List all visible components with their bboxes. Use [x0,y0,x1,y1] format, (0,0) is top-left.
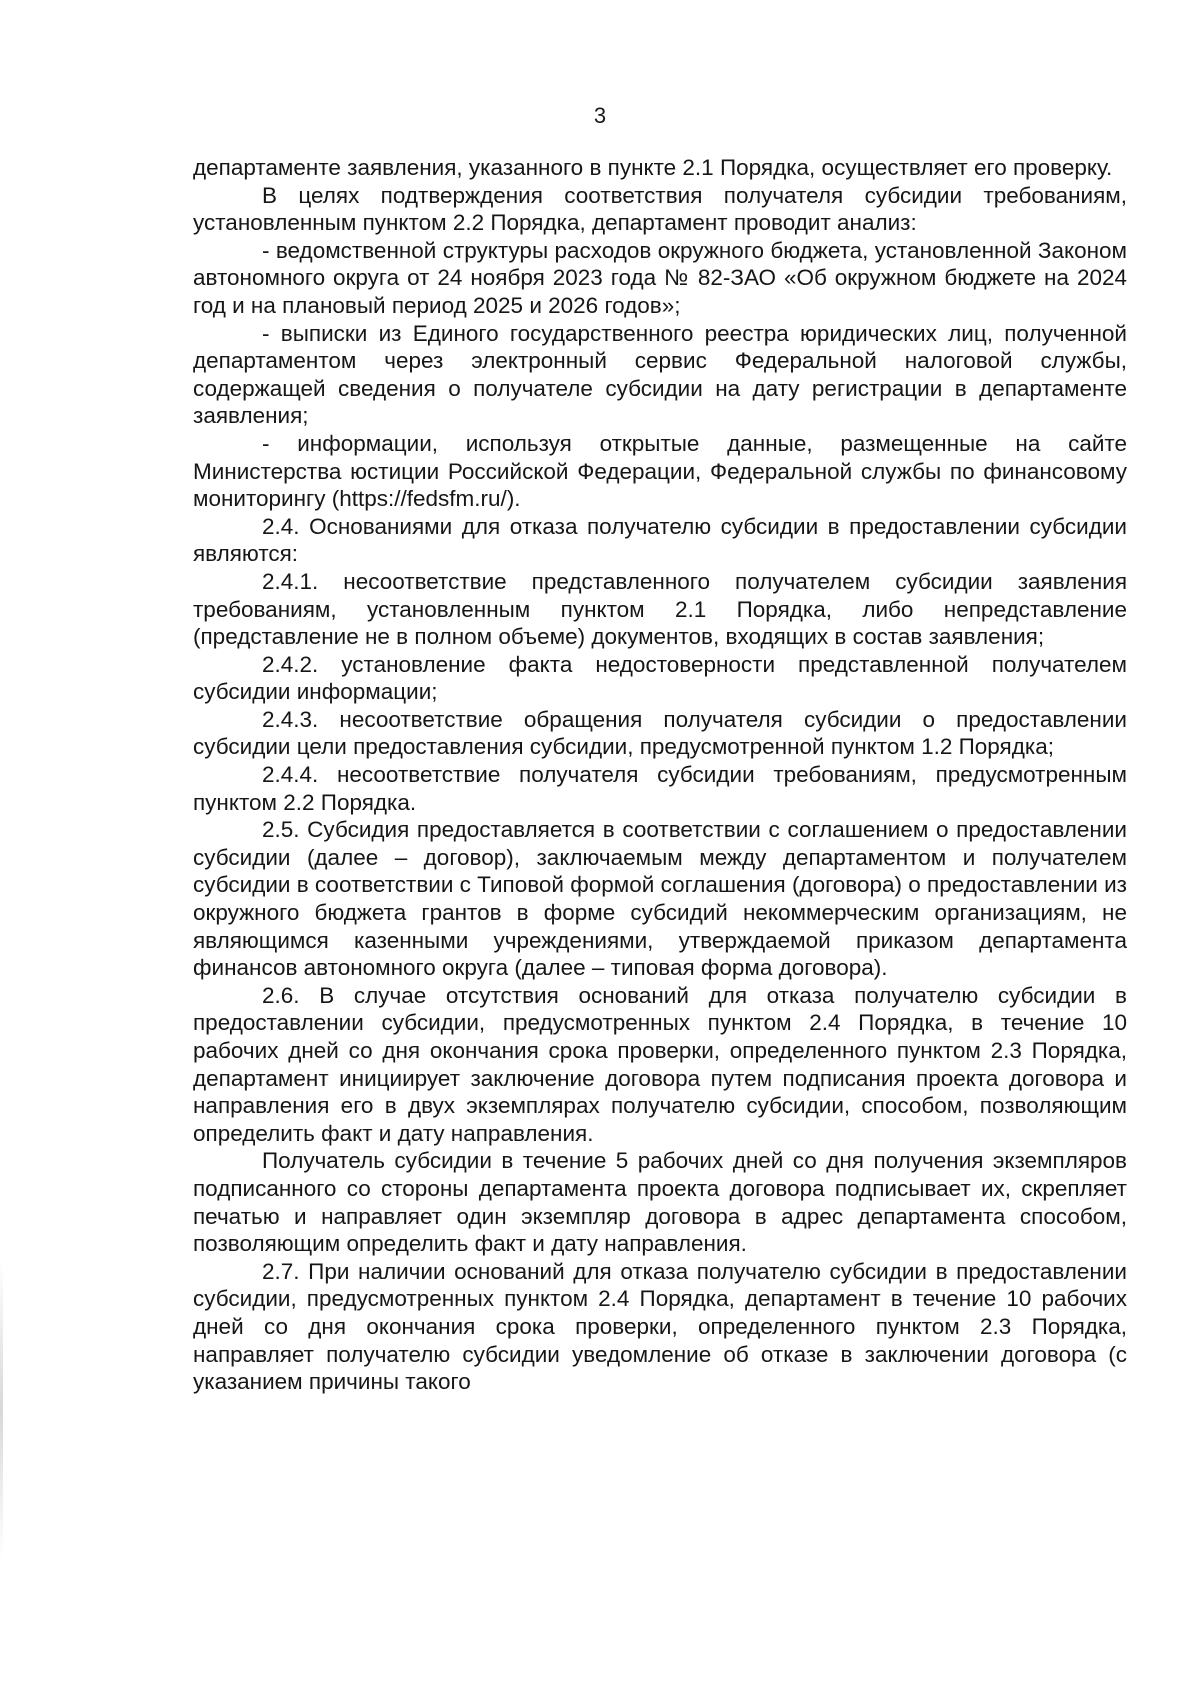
paragraph: 2.7. При наличии оснований для отказа получателю субсидии в предоставлении субсидии, предусмотренных пунктом 2.4 Порядка, департамент в течение 10 рабочих дней со дня окончания срока проверки, определенного пунктом 2.3 Порядка, направляет получателю субсидии уведомление об отказе в заключении договора (с указанием причины такого [193,1258,1127,1395]
document-body [193,154,1127,1396]
page-number: 3 [593,103,607,128]
paragraph: 2.5. Субсидия предоставляется в соответствии с соглашением о предоставлении субсидии (далее – договор), заключаемым между департаментом и получателем субсидии в соответствии с Типовой формой соглашения (договора) о предоставлении из окружного бюджета грантов в форме субсидий некоммерческим организациям, не являющимся казенными учреждениями, утверждаемой приказом департамента финансов автономного округа (далее – типовая форма договора). [193,817,1128,981]
scan-edge-shadow [0,1260,3,1560]
paragraph: - выписки из Единого государственного реестра юридических лиц, полученной департаментом через электронный сервис Федеральной налоговой службы, содержащей сведения о получателе субсидии на дату регистрации в департаменте заявления; [193,320,1127,429]
paragraph: - информации, используя открытые данные, размещенные на сайте Министерства юстиции Российской Федерации, Федеральной службы по финансовому мониторингу (https://fedsfm.ru/). [193,430,1127,512]
paragraph: 2.4.4. несоответствие получателя субсидии требованиям, предусмотренным пунктом 2.2 Порядка. [193,762,1127,815]
paragraph: 2.4.1. несоответствие представленного получателем субсидии заявления требованиям, установленным пунктом 2.1 Порядка, либо непредставление (представление не в полном объеме) документов, входящих в состав заявления; [193,568,1127,650]
paragraph: В целях подтверждения соответствия получателя субсидии требованиям, установленным пунктом 2.2 Порядка, департамент проводит анализ: [193,182,1127,236]
paragraph: 2.6. В случае отсутствия оснований для отказа получателю субсидии в предоставлении субсидии, предусмотренных пунктом 2.4 Порядка, в течение 10 рабочих дней со дня окончания срока проверки, определенного пунктом 2.3 Порядка, департамент инициирует заключение договора путем подписания проекта договора и направления его в двух экземплярах получателю субсидии, способом, позволяющим определить факт и дату направления. [193,982,1127,1146]
paragraph: 2.4.2. установление факта недостоверности представленной получателем субсидии информации; [193,651,1127,705]
paragraph: 2.4.3. несоответствие обращения получателя субсидии о предоставлении субсидии цели предоставления субсидии, предусмотренной пунктом 1.2 Порядка; [193,706,1127,760]
paragraph: Получатель субсидии в течение 5 рабочих дней со дня получения экземпляров подписанного со стороны департамента проекта договора подписывает их, скрепляет печатью и направляет один экземпляр договора в адрес департамента способом, позволяющим определить факт и дату направления. [193,1148,1127,1257]
paragraph: 2.4. Основаниями для отказа получателю субсидии в предоставлении субсидии являются: [193,513,1127,567]
paragraph: департаменте заявления, указанного в пункте 2.1 Порядка, осуществляет его проверку. [193,155,1113,180]
paragraph: - ведомственной структуры расходов окружного бюджета, установленной Законом автономного округа от 24 ноября 2023 года № 82-ЗАО «Об окружном бюджете на 2024 год и на плановый период 2025 и 2026 годов»; [193,237,1127,318]
